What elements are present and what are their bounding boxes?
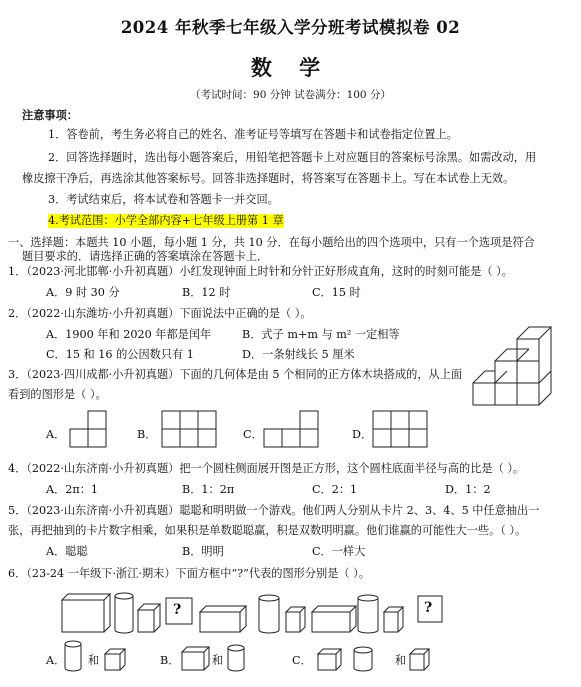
- and-word: 和: [212, 654, 224, 667]
- option-b: B．1：2π: [182, 483, 235, 496]
- option-a: A．聪聪: [46, 545, 88, 558]
- note-item: 2．回答选择题时，选出每小题答案后，用铅笔把答题卡上对应题目的答案标号涂黑。如需改动，用: [48, 151, 537, 164]
- option-d: D．: [352, 428, 373, 441]
- option-b: B．12 时: [182, 286, 231, 299]
- option-c: C．: [292, 654, 312, 667]
- and-word: 和: [395, 654, 407, 667]
- exam-info: （考试时间：90 分钟 试卷满分：100 分）: [190, 89, 391, 101]
- option-c: C．: [243, 428, 263, 441]
- option-c: C．15 时: [312, 286, 361, 299]
- option-a: A．: [46, 654, 66, 667]
- option-b: B．: [160, 654, 180, 667]
- question-stem: 1．（2023·河北邯郸·小升初真题）小红发现钟面上时针和分针正好形成直角，这时的时刻可能是（ ）。: [8, 265, 513, 278]
- question-stem: 张，再把抽到的卡片数字相乘，如果积是单数聪聪赢，积是双数明明赢。他们谁赢的可能性大一些。（ ）。: [8, 524, 527, 537]
- option-a: A．9 时 30 分: [46, 286, 120, 299]
- note-item: 橡皮擦干净后，再选涂其他答案标号。回答非选择题时，将答案写在答题卡上。写在本试卷上无效。: [22, 172, 515, 185]
- question-stem: 看到的图形是（ ）。: [8, 388, 107, 401]
- question-stem: 2．（2022·山东潍坊·小升初真题）下面说法中正确的是（ ）。: [8, 307, 312, 320]
- note-item: 1．答卷前，考生务必将自己的姓名、准考证号等填写在答题卡和试卷指定位置上。: [48, 128, 458, 141]
- option-d: D．一条射线长 5 厘米: [242, 348, 355, 361]
- question-stem: 3．（2023·四川成都·小升初真题）下面的几何体是由 5 个相同的正方体木块搭成的，从上面: [8, 368, 463, 381]
- option-c: C．15 和 16 的公因数只有 1: [46, 348, 194, 361]
- option-a: A．2π：1: [46, 483, 99, 496]
- note-item: 3．考试结束后，将本试卷和答题卡一并交回。: [48, 193, 279, 206]
- section-heading: 一、选择题：本题共 10 小题，每小题 1 分，共 10 分．在每小题给出的四个选项中，只有一个选项是符合: [8, 236, 535, 249]
- page-title: 2024 年秋季七年级入学分班考试模拟卷 02: [120, 18, 461, 37]
- notes-heading: 注意事项：: [22, 108, 78, 122]
- option-a: A．: [46, 428, 66, 441]
- exam-scope-highlight: 4.考试范围：小学全部内容+七年级上册第 1 章: [48, 214, 284, 227]
- option-c: C．一样大: [312, 545, 366, 558]
- option-b: B．: [137, 428, 157, 441]
- question-mark-box: ?: [173, 602, 182, 618]
- question-stem: 5．（2023·山东济南·小升初真题）聪聪和明明做一个游戏。他们两人分别从卡片 2、3、4、5 中任意抽出一: [8, 504, 540, 517]
- section-heading: 题目要求的．请选择正确的答案填涂在答题卡上．: [22, 250, 269, 263]
- question-stem: 4．（2022·山东济南·小升初真题）把一个圆柱侧面展开图是正方形，这个圆柱底面半径与高的比是（ ）。: [8, 462, 525, 475]
- option-b: B．式子 m+m 与 m² 一定相等: [242, 328, 400, 341]
- and-word: 和: [88, 654, 100, 667]
- subject-title: 数 学: [250, 55, 331, 80]
- question-stem: 6．（23-24 一年级下·浙江·期末）下面方框中“?”代表的图形分别是（ ）。: [8, 567, 370, 580]
- option-a: A．1900 年和 2020 年都是闰年: [46, 328, 212, 341]
- question-mark-box: ?: [424, 600, 433, 616]
- option-d: D．1：2: [445, 483, 491, 496]
- option-c: C．2：1: [312, 483, 358, 496]
- option-b: B．明明: [182, 545, 224, 558]
